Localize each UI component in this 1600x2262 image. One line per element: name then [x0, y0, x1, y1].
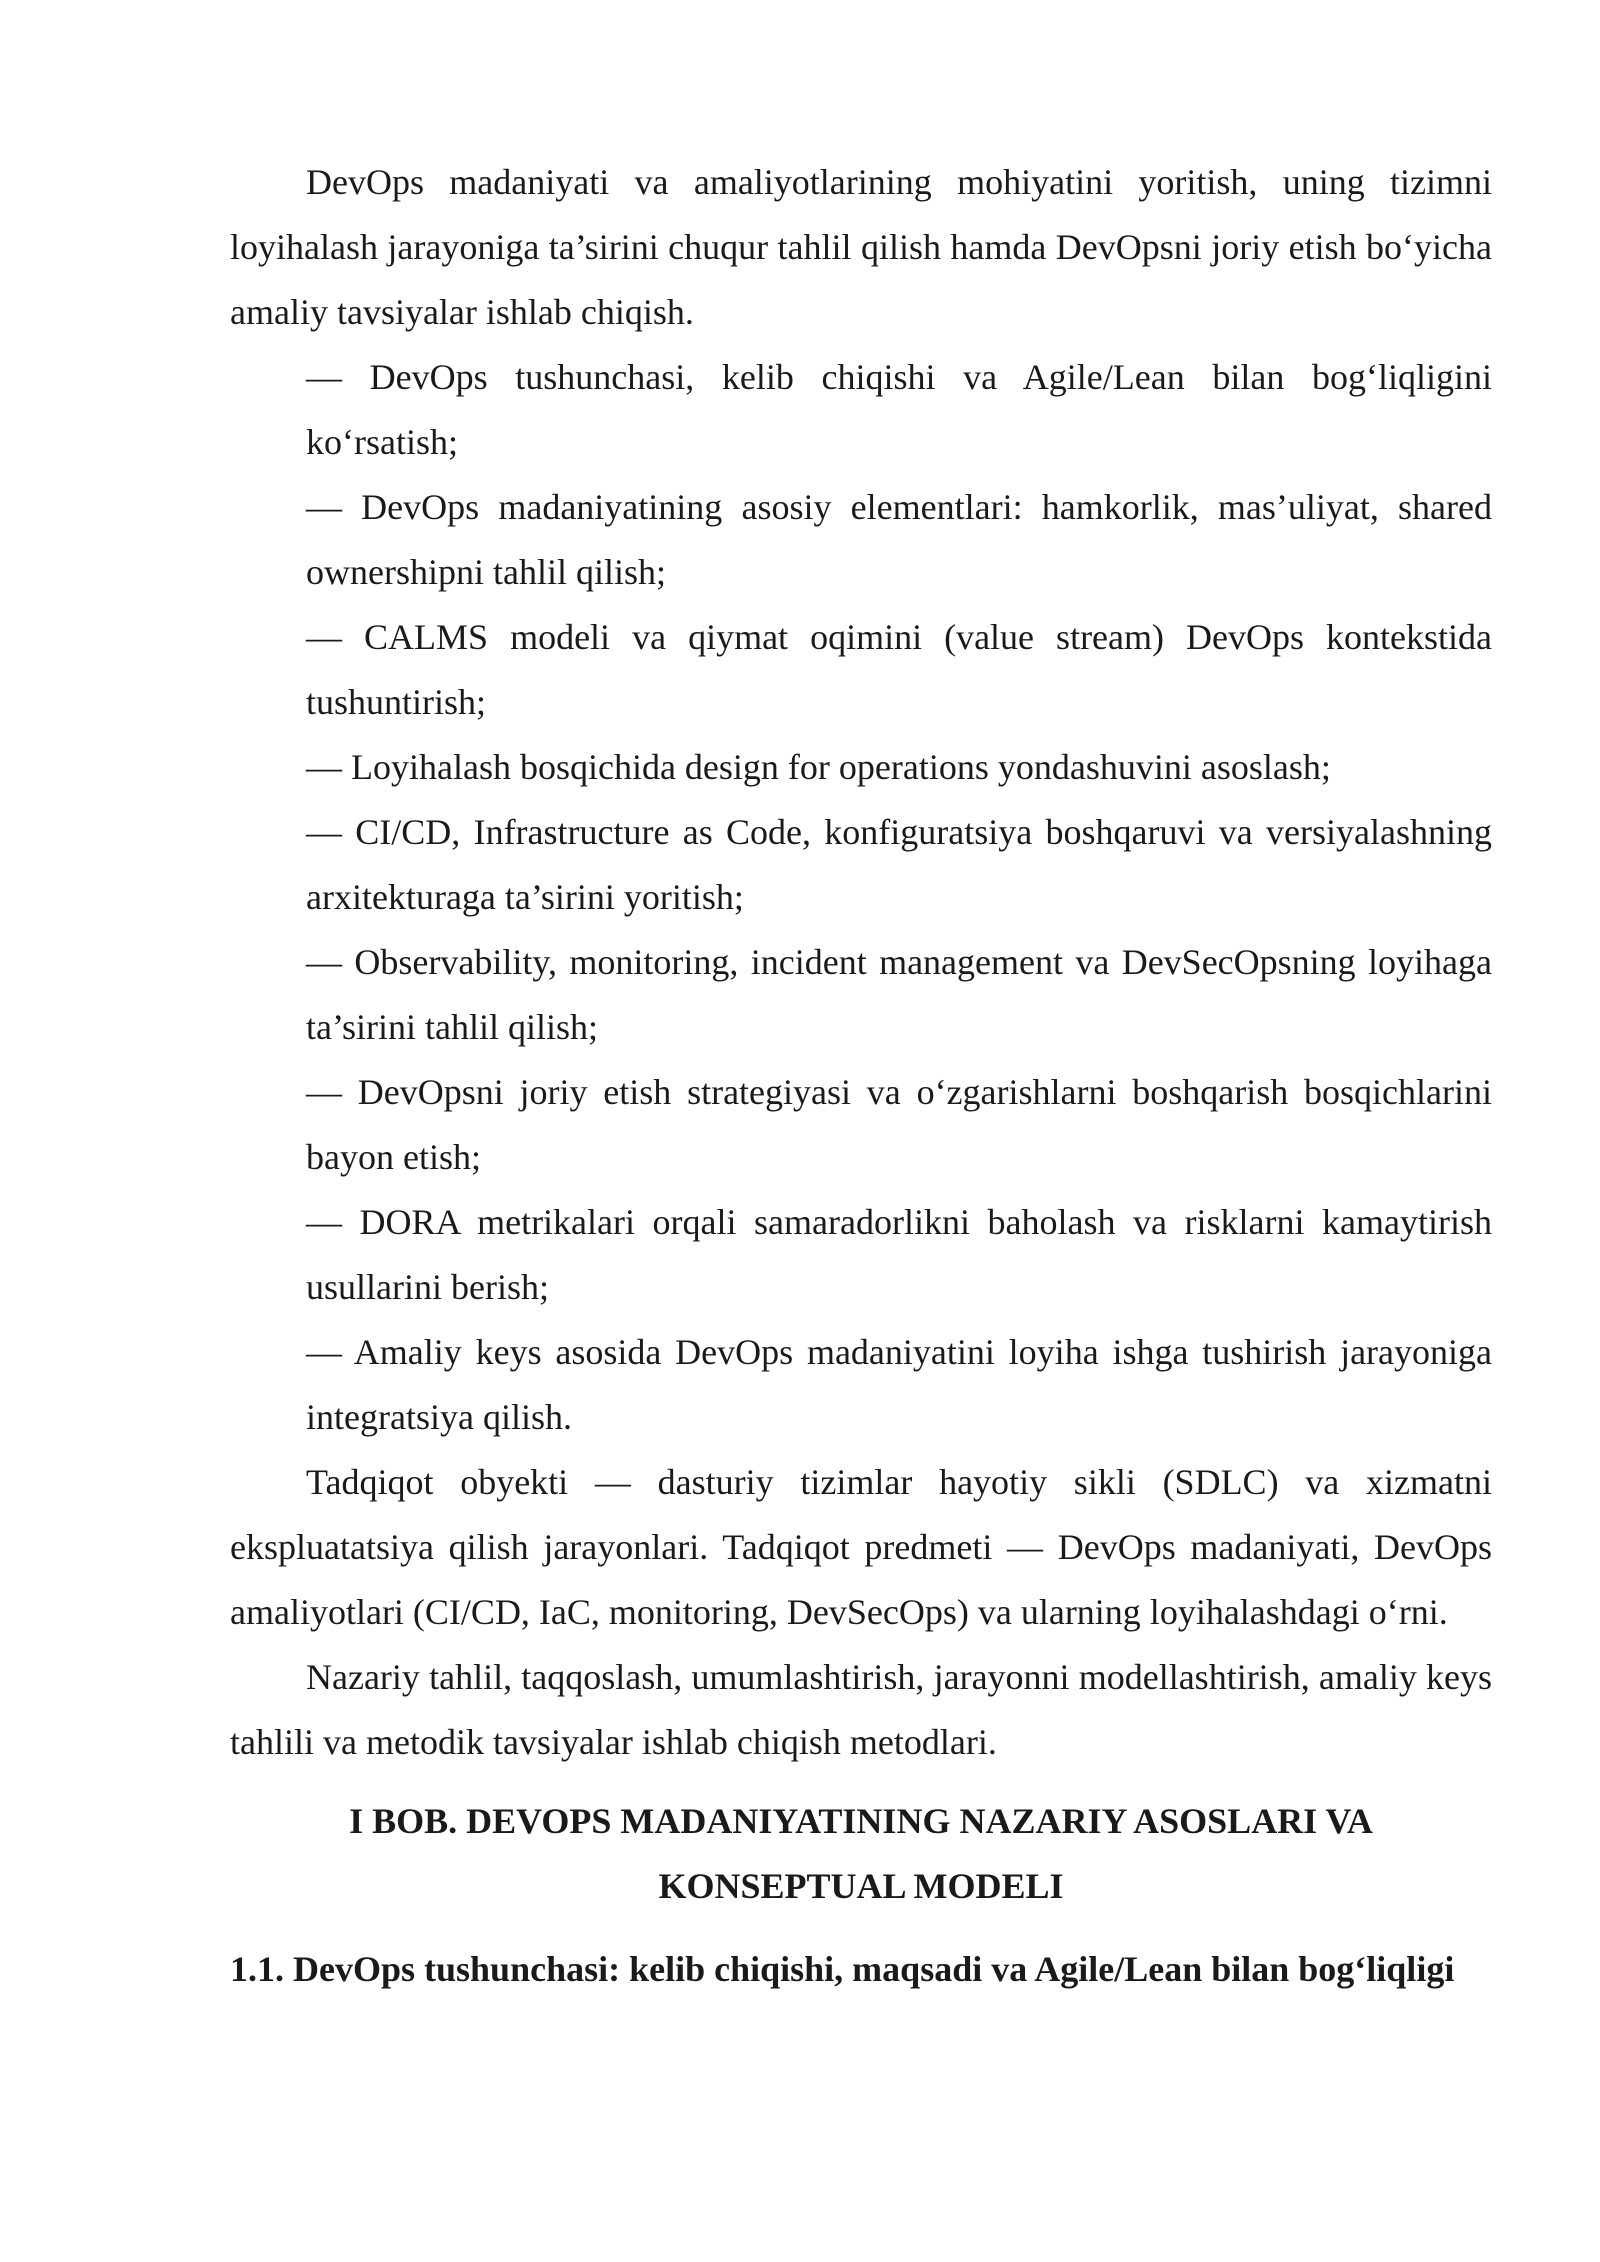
task-item-6: — Observability, monitoring, incident management va DevSecOpsning loyihaga ta’sirini tahlil qilish;: [306, 942, 1492, 1047]
task-item-9: — Amaliy keys asosida DevOps madaniyatini loyiha ishga tushirish jarayoniga integratsiya qilish.: [306, 1332, 1492, 1437]
task-item-7: — DevOpsni joriy etish strategiyasi va o‘zgarishlarni boshqarish bosqichlarini bayon etish;: [306, 1072, 1492, 1177]
task-item-3: — CALMS modeli va qiymat oqimini (value stream) DevOps kontekstida tushuntirish;: [306, 617, 1492, 722]
intro-paragraph: DevOps madaniyati va amaliyotlarining mohiyatini yoritish, uning tizimni loyihalash jarayoniga ta’sirini chuqur tahlil qilish hamda DevOpsni joriy etish bo‘yicha amaliy tavsiyalar ishlab chiqish.: [230, 162, 1492, 332]
task-item-5: — CI/CD, Infrastructure as Code, konfiguratsiya boshqaruvi va versiyalashning arxitekturaga ta’sirini yoritish;: [306, 812, 1492, 917]
document-page: [230, 150, 1492, 2002]
section-title: 1.1. DevOps tushunchasi: kelib chiqishi, maqsadi va Agile/Lean bilan bog‘liqligi: [230, 1949, 1455, 1989]
chapter-title: I BOB. DEVOPS MADANIYATINING NAZARIY ASOSLARI VA KONSEPTUAL MODELI: [349, 1801, 1373, 1906]
research-object-paragraph: Tadqiqot obyekti — dasturiy tizimlar hayotiy sikli (SDLC) va xizmatni ekspluatatsiya qilish jarayonlari. Tadqiqot predmeti — DevOps madaniyati, DevOps amaliyotlari (CI/CD, IaC, monitoring, DevSecOps) va ularning loyihalashdagi o‘rni.: [230, 1462, 1492, 1632]
methods-paragraph: Nazariy tahlil, taqqoslash, umumlashtirish, jarayonni modellashtirish, amaliy keys tahlili va metodik tavsiyalar ishlab chiqish metodlari.: [230, 1657, 1492, 1762]
task-item-2: — DevOps madaniyatining asosiy elementlari: hamkorlik, mas’uliyat, shared ownershipni tahlil qilish;: [306, 487, 1492, 592]
task-item-4: — Loyihalash bosqichida design for operations yondashuvini asoslash;: [306, 747, 1331, 787]
tasks-list: [230, 345, 1492, 1450]
task-item-8: — DORA metrikalari orqali samaradorlikni baholash va risklarni kamaytirish usullarini berish;: [306, 1202, 1492, 1307]
task-item-1: — DevOps tushunchasi, kelib chiqishi va Agile/Lean bilan bog‘liqligini ko‘rsatish;: [306, 357, 1492, 462]
